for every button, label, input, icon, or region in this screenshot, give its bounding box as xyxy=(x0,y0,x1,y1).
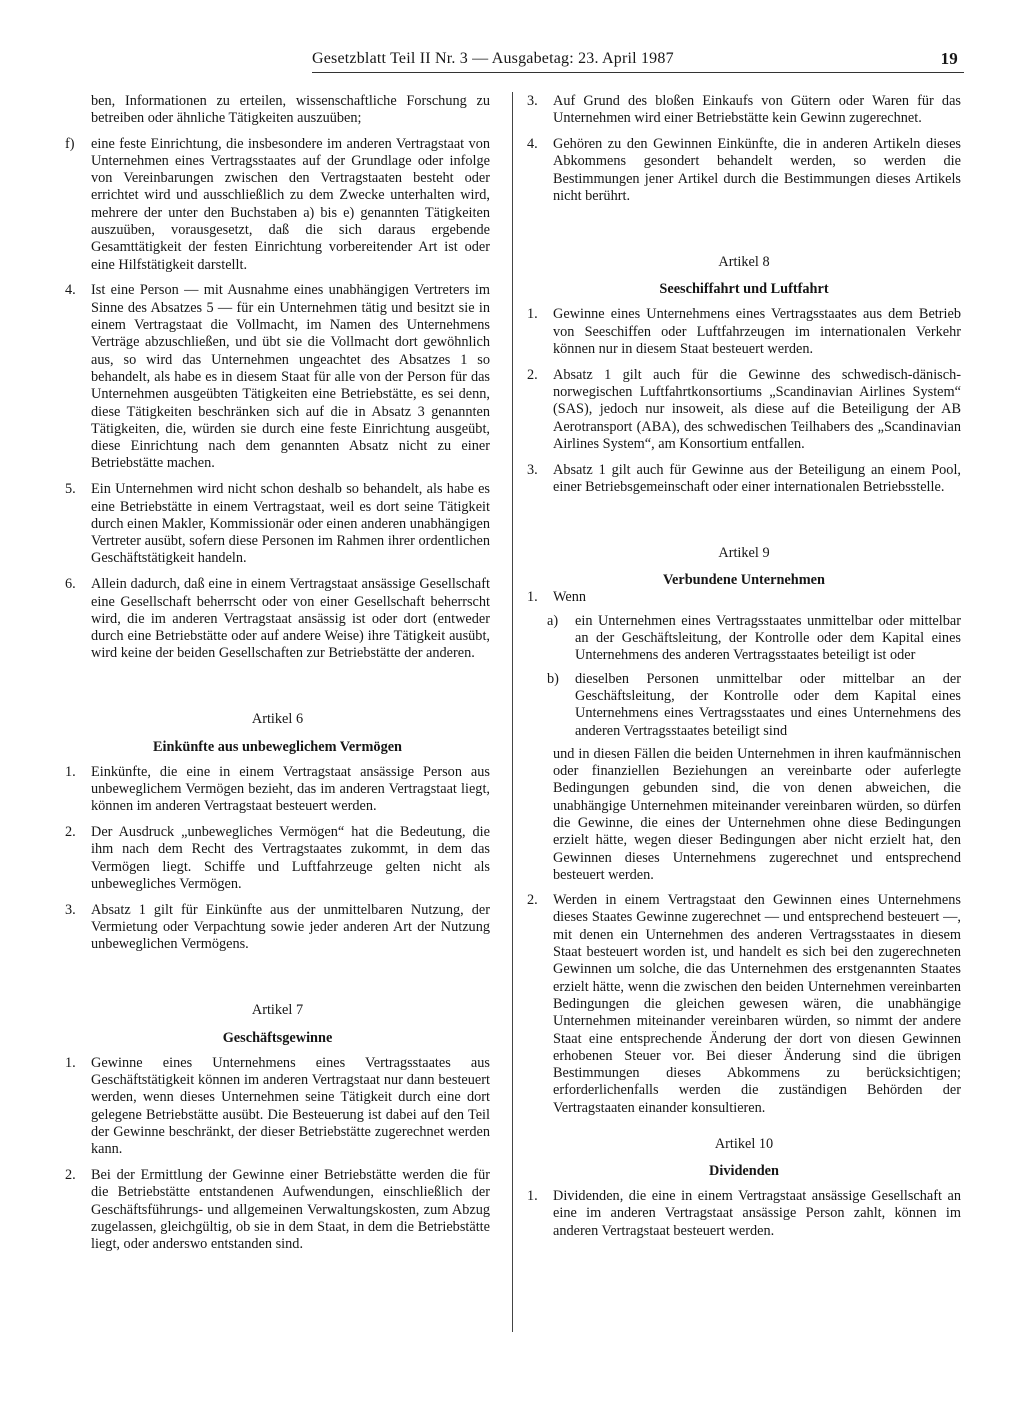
art7-paragraph-3 xyxy=(527,93,961,128)
art7-paragraph-1 xyxy=(65,1055,490,1159)
art8-paragraph-2 xyxy=(527,367,961,453)
paragraph-number: 1. xyxy=(65,1054,76,1071)
paragraph-number: 1. xyxy=(527,306,538,323)
paragraph-number: 2. xyxy=(527,892,538,909)
paragraph-text: Bei der Ermittlung der Gewinne einer Betriebstätte werden die für die Betriebstätte entstandenen Aufwendungen, einschließlich der Geschäftsführungs- und allgemeinen Verwaltungskosten, zum Abzug zugelassen, gleichgültig, ob sie in dem Staat, in dem die Betriebstätte liegt, oder anderswo entstanden sind. xyxy=(91,1167,490,1253)
paragraph-4 xyxy=(65,282,490,472)
paragraph-number: 2. xyxy=(65,1167,76,1184)
art9-sub-b xyxy=(527,671,961,740)
art9-paragraph-1-continued: und in diesen Fällen die beiden Unternehmen in ihren kaufmännischen oder finanziellen Beziehungen an vereinbarte oder auferlegte Bedingungen gebunden sind, die von denen abweichen, die unabhängige Unternehmen miteinander vereinbaren würden, so dürfen die Gewinne, die eines der Unternehmen ohne diese Bedingungen erzielt hätte, wegen dieser Bedingungen aber nicht erzielt hat, den Gewinnen dieses Unternehmens zugerechnet und entsprechend besteuert werden. xyxy=(553,745,961,883)
paragraph-text: Gewinne eines Unternehmens eines Vertragsstaates aus Geschäftstätigkeit können im anderen Vertragstaat nur dann besteuert werden, wenn dieses Unternehmen seine Tätigkeit durch eine dort gelegene Betriebstätte ausübt. Die Besteuerung ist dabei auf den Teil der Gewinne beschränkt, der dieser Betriebstätte zugerechnet werden kann. xyxy=(91,1054,490,1158)
paragraph-number: 4. xyxy=(65,282,76,299)
paragraph-number: 2. xyxy=(527,366,538,383)
paragraph-text: Gewinne eines Unternehmens eines Vertragsstaates aus dem Betrieb von Seeschiffen oder Luftfahrzeugen im internationalen Verkehr können nur in diesem Staat besteuert werden. xyxy=(553,306,961,357)
art6-paragraph-3 xyxy=(65,902,490,954)
article-6-label: Artikel 6 xyxy=(251,711,304,728)
paragraph-text: Auf Grund des bloßen Einkaufs von Gütern oder Waren für das Unternehmen wird einer Betriebstätte kein Gewinn zugerechnet. xyxy=(553,93,961,127)
paragraph-number: 3. xyxy=(527,461,538,478)
paragraph-number: 1. xyxy=(65,763,76,780)
paragraph-number: 3. xyxy=(527,93,538,109)
paragraph-text: Allein dadurch, daß eine in einem Vertragstaat ansässige Gesellschaft eine Gesellschaft beherrscht oder von einer Gesellschaft beherrscht wird, die im anderen Vertragstaat ansässig ist oder dort (entweder durch eine Betriebstätte oder auf andere Weise) ihre Tätigkeit ausübt, wird keine der beiden Gesellschaften zur Betriebstätte der anderen. xyxy=(91,576,490,662)
paragraph-number: 2. xyxy=(65,824,76,841)
continued-paragraph: ben, Informationen zu erteilen, wissenschaftliche Forschung zu betreiben oder ähnliche Tätigkeiten auszuüben; xyxy=(91,93,490,127)
item-text: eine feste Einrichtung, die insbesondere im anderen Vertragstaat von Unternehmen eines Vertragsstaates auf der Grundlage oder infolge von Vereinbarungen zwischen den Vertragstaaten besteht oder errichtet wird und ausschließlich zu dem Zwecke unterhalten wird, mehrere der unter den Buchstaben a) bis e) genannten Tätigkeiten auszuüben, vorausgesetzt, daß die sich daraus ergebende Gesamttätigkeit der festen Einrichtung vorbereitender Art ist oder eine Hilfstätigkeit darstellt. xyxy=(91,135,490,273)
paragraph-5 xyxy=(65,481,490,567)
article-9-title: Verbundene Unternehmen xyxy=(663,572,825,589)
item-number: f) xyxy=(65,135,75,152)
paragraph-number: 1. xyxy=(527,1188,538,1205)
column-divider xyxy=(512,92,513,1332)
article-6-title: Einkünfte aus unbeweglichem Vermögen xyxy=(152,738,403,755)
art7-paragraph-4 xyxy=(527,136,961,205)
paragraph-text: Der Ausdruck „unbewegliches Vermögen“ hat die Bedeutung, die ihm nach dem Recht des Vertragstaates zukommt, in dem das Vermögen liegt. Schiffe und Luftfahrzeuge gelten nicht als unbewegliches Vermögen. xyxy=(91,824,490,893)
paragraph-text: Absatz 1 gilt auch für die Gewinne des schwedisch-dänisch-norwegischen Luftfahrtkonsortiums „Scandinavian Airlines System“ (SAS), jedoch nur insoweit, als diese auf die Beteiligung der AB Aerotransport (ABA), des schwedischen Teilhabers des „Scandinavian Airlines System“, am Konsortium entfallen. xyxy=(553,366,961,452)
paragraph-number: 3. xyxy=(65,901,76,918)
art9-paragraph-1 xyxy=(527,589,961,606)
paragraph-intro: Wenn xyxy=(553,589,586,606)
article-9-label: Artikel 9 xyxy=(718,544,770,561)
paragraph-text: Werden in einem Vertragstaat den Gewinnen eines Unternehmens dieses Staates Gewinne zugerechnet — und entsprechend besteuert —, mit denen ein Unternehmen des anderen Vertragsstaates in diesem Staat besteuert worden ist, und handelt es sich bei den zugerechneten Gewinnen um solche, die das Unternehmen des erstgenannten Staates erzielt hätte, wenn die zwischen den beiden Unternehmen vereinbarten Bedingungen die gleichen gewesen wären, die unabhängige Unternehmen miteinander vereinbaren würden, so nimmt der andere Staat eine entsprechende Änderung der dort von diesen Gewinnen erhobenen Steuer vor. Bei dieser Änderung sind die übrigen Bestimmungen dieses Abkommens zu berücksichtigen; erforderlichenfalls werden die zuständigen Behörden der Vertragstaaten einander konsultieren. xyxy=(553,892,961,1116)
art7-paragraph-2 xyxy=(65,1167,490,1253)
art10-paragraph-1 xyxy=(527,1188,961,1240)
list-item-f xyxy=(65,136,490,274)
paragraph-text: Ein Unternehmen wird nicht schon deshalb so behandelt, als habe es eine Betriebstätte in einem Vertragstaat, weil es dort seine Tätigkeit durch einen Makler, Kommissionär oder einen anderen unabhängigen Vertreter ausübt, sofern diese Personen im Rahmen ihrer ordentlichen Geschäftstätigkeit handeln. xyxy=(91,481,490,567)
paragraph-number: 1. xyxy=(527,589,538,606)
paragraph-number: 5. xyxy=(65,481,76,498)
sub-item-text: dieselben Personen unmittelbar oder mittelbar an der Geschäftsleitung, der Kontrolle oder dem Kapital eines Unternehmens eines Vertragsstaates und eines Unternehmens des anderen Vertragsstaates beteiligt sind xyxy=(575,670,961,739)
left-column xyxy=(65,93,490,1262)
article-7-title: Geschäftsgewinne xyxy=(222,1029,333,1046)
page-header xyxy=(252,48,964,72)
art9-sub-a xyxy=(527,613,961,665)
article-10-label: Artikel 10 xyxy=(714,1135,774,1152)
art8-paragraph-3 xyxy=(527,462,961,497)
art8-paragraph-1 xyxy=(527,306,961,358)
paragraph-text: Dividenden, die eine in einem Vertragstaat ansässige Gesellschaft an eine im anderen Vertragstaat ansässige Person zahlt, können im anderen Vertragstaat besteuert werden. xyxy=(553,1188,961,1239)
paragraph-text: Einkünfte, die eine in einem Vertragstaat ansässige Person aus unbeweglichem Vermögen bezieht, das im anderen Vertragstaat liegt, können im anderen Vertragstaat besteuert werden. xyxy=(91,763,490,815)
page-number: 19 xyxy=(940,49,958,68)
paragraph-6 xyxy=(65,576,490,662)
art6-paragraph-1 xyxy=(65,764,490,816)
article-7-label: Artikel 7 xyxy=(251,1002,304,1019)
article-8-title: Seeschiffahrt und Luftfahrt xyxy=(659,281,829,298)
sub-item-letter: a) xyxy=(547,612,559,629)
paragraph-number: 6. xyxy=(65,576,76,593)
header-title: Gesetzblatt Teil II Nr. 3 — Ausgabetag: 23. April 1987 xyxy=(312,50,674,67)
article-10-title: Dividenden xyxy=(709,1162,779,1179)
paragraph-text: Absatz 1 gilt auch für Gewinne aus der Beteiligung an einem Pool, einer Betriebsgemeinschaft oder einer internationalen Betriebsstelle. xyxy=(553,461,961,496)
art9-paragraph-2 xyxy=(527,892,961,1117)
paragraph-text: Gehören zu den Gewinnen Einkünfte, die in anderen Artikeln dieses Abkommens gesondert behandelt werden, so werden die Bestimmungen jener Artikel durch die Bestimmungen dieses Artikels nicht berührt. xyxy=(553,136,961,204)
paragraph-number: 4. xyxy=(527,136,538,153)
paragraph-text: Absatz 1 gilt für Einkünfte aus der unmittelbaren Nutzung, der Vermietung oder Verpachtung sowie jeder anderen Art der Nutzung unbeweglichen Vermögens. xyxy=(91,901,490,953)
paragraph-text: Ist eine Person — mit Ausnahme eines unabhängigen Vertreters im Sinne des Absatzes 5 — für ein Unternehmen tätig und besitzt sie in einem Vertragstaat die Vollmacht, im Namen des Unternehmens Verträge abzuschließen, und übt sie die Vollmacht dort gewöhnlich aus, so wird das Unternehmen ungeachtet des Absatzes 1 so behandelt, als habe es in diesem Staat für alle von der Person für das Unternehmen ausgeübten Tätigkeiten eine Betriebstätte, es sei denn, diese Tätigkeiten beschränken sich auf die in Absatz 3 genannten Tätigkeiten, die, würden sie durch eine feste Einrichtung ausgeübt, diese Einrichtung nach dem genannten Absatz nicht zu einer Betriebstätte machen. xyxy=(91,282,490,472)
sub-item-text: ein Unternehmen eines Vertragsstaates unmittelbar oder mittelbar an der Geschäftsleitung, der Kontrolle oder dem Kapital eines Unternehmens des anderen Vertragsstaates beteiligt ist oder xyxy=(575,612,961,664)
right-column xyxy=(527,93,961,1249)
header-rule xyxy=(312,72,964,73)
article-8-label: Artikel 8 xyxy=(718,253,770,270)
art6-paragraph-2 xyxy=(65,824,490,893)
sub-item-letter: b) xyxy=(547,670,559,687)
